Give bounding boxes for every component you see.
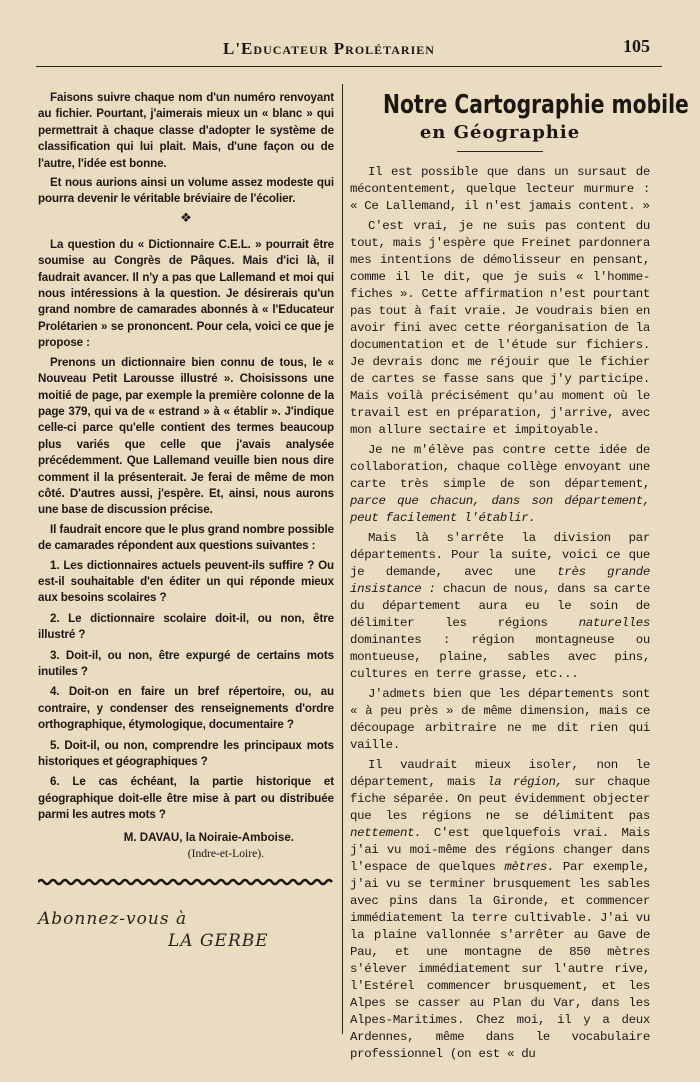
left-paragraph: Faisons suivre chaque nom d'un numéro renvoyant au fichier. Pourtant, j'aimerais mieux un « blanc » qui permettrait à chaque classe d'adopter le système de classification qui lui plait. Mais, d'une façon ou de l'autre, l'idée est bonne.: [38, 91, 334, 170]
article-paragraph: J'admets bien que les départements sont « à peu près » de même dimension, mais ce découpage arbitraire ne me dit rien qui vaille.: [350, 687, 650, 752]
ornament-icon: ❖: [180, 210, 192, 226]
page-header: [36, 36, 662, 67]
left-paragraph: Il faudrait encore que le plus grand nombre possible de camarades répondent aux questions suivantes :: [38, 522, 334, 553]
article-paragraph: [350, 442, 650, 527]
text-run: Mais là s'arrête la division par départements. Pour la suite, voici ce que je demande, avec une: [350, 531, 650, 579]
journal-title: L'Educateur Prolétarien: [223, 39, 435, 58]
emphasis: parce que chacun, dans son département, peut facilement l'établir.: [350, 494, 650, 525]
wavy-divider: [38, 878, 334, 886]
question-item: 1. Les dictionnaires actuels peuvent-ils suffire ? Ou est-il souhaitable d'en éditer un qui réponde mieux aux besoins scolaires ?: [38, 558, 334, 605]
article-column: [350, 90, 689, 1066]
author-location: (Indre-et-Loire).: [187, 846, 264, 860]
question-item: 5. Doit-il, ou non, comprendre les principaux mots historiques et géographiques ?: [38, 738, 334, 769]
left-paragraph: Prenons un dictionnaire bien connu de tous, le « Nouveau Petit Larousse illustré ». Choisissons une moitié de page, par exemple la première colonne de la page 379, qui va de « estrand » à « établir ». J'indique celle-ci parce qu'elle contient des termes beaucoup plus variés que celle que j'avais analysée précédemment. Que Lallemand veuille bien nous dire comment il la présenterait. Je ferai de même de mon côté. D'autres aussi, j'espère. Et, ainsi, nous aurons une base de discussion précise.: [38, 355, 334, 517]
article-title: Notre Cartographie mobile: [383, 90, 689, 120]
left-paragraph: La question du « Dictionnaire C.E.L. » pourrait être soumise au Congrès de Pâques. Mais d'ici là, il faudrait avancer. Il n'y a pas que Lallemand et moi qui nous intéressions à la question. Je désirerais qu'un grand nombre de camarades abonnés à « l'Educateur Prolétarien » se prononcent. Pour cela, voici ce que je propose :: [38, 237, 334, 350]
emphasis: nettement.: [350, 826, 422, 840]
emphasis: naturelles: [578, 616, 650, 630]
question-item: 4. Doit-on en faire un bref répertoire, ou, au contraire, y condenser des renseignements d'ordre orthographique, étymologique, documentaire ?: [38, 685, 334, 732]
article-paragraph: C'est vrai, je ne suis pas content du tout, mais j'espère que Freinet pardonnera mes intentions de démolisseur en pensant, comme il le dit, que je suis « l'homme-fiches ». Cette affirmation n'est pourtant pas tout à fait vraie. Je voudrais bien en avoir fini avec cette réorganisation de la documentation et de l'étude sur fichiers. Je devrais donc me réjouir que le fichier de cartes se fasse sans que j'y participe. Mais voilà précisément qu'au moment où le travail est en préparation, j'arrive, avec mon allure sectaire et impitoyable.: [350, 219, 650, 437]
text-run: sur chaque fiche séparée. On peut évidemment objecter que les régions ne se délimitent pas: [350, 775, 650, 823]
author-signature: M. DAVAU, la Noiraie-Amboise.: [123, 830, 294, 844]
text-run: dominantes : région montagneuse ou montueuse, plaine, sables avec pins, cultures en terre grasse, etc...: [350, 633, 650, 681]
emphasis: mètres.: [504, 860, 555, 874]
article-paragraph: [350, 757, 650, 1063]
text-run: Par exemple, j'ai vu se terminer brusquement les sables avec pins dans la Gironde, et commencer immédiatement la terre cultivable. J'ai vu la plaine vallonnée s'arrêter au Gave de Pau, et une montagne de 850 mètres s'élever immédiatement sur l'autre rive, l'Estérel commencer brusquement, et les Alpes se casser au Plan du Var, dans les Alpes-Maritimes. Chez moi, il y a deux Ardennes, même dans le vocabulaire professionnel (on est « du: [350, 860, 650, 1061]
article-subtitle: en Géographie: [419, 122, 581, 143]
emphasis: la région,: [487, 775, 563, 789]
title-rule: [457, 151, 543, 152]
ad-line-2: LA GERBE: [168, 930, 269, 951]
text-run: Je ne m'élève pas contre cette idée de collaboration, chaque collège envoyant une carte très simple de son département,: [350, 443, 650, 491]
advertisement: [38, 908, 334, 952]
question-item: 6. Le cas échéant, la partie historique et géographique doit-elle être mise à part ou distribuée parmi les autres mots ?: [38, 775, 334, 822]
left-column: [38, 90, 334, 952]
article-paragraph: [350, 530, 650, 683]
article-paragraph: Il est possible que dans un sursaut de mécontentement, quelque lecteur murmure : « Ce Lallemand, il n'est jamais content. »: [350, 165, 650, 213]
text-run: Il vaudrait mieux isoler, non le département, mais: [350, 758, 650, 789]
emphasis: très grande insistance :: [350, 565, 650, 596]
text-run: chacun de nous, dans sa carte du département aura eu le soin de délimiter les régions: [350, 582, 650, 630]
text-run: C'est quelquefois vrai. Mais j'ai vu moi-même des régions changer dans l'espace de quelques: [350, 826, 650, 874]
question-item: 2. Le dictionnaire scolaire doit-il, ou non, être illustré ?: [38, 611, 334, 642]
question-item: 3. Doit-il, ou non, être expurgé de certains mots inutiles ?: [38, 648, 334, 678]
column-divider: [342, 84, 343, 1034]
left-paragraph: Et nous aurions ainsi un volume assez modeste qui pourra devenir le véritable bréviaire de l'écolier.: [38, 176, 334, 206]
ad-line-1: Abonnez-vous à: [38, 908, 188, 929]
page-number: 105: [623, 36, 650, 56]
